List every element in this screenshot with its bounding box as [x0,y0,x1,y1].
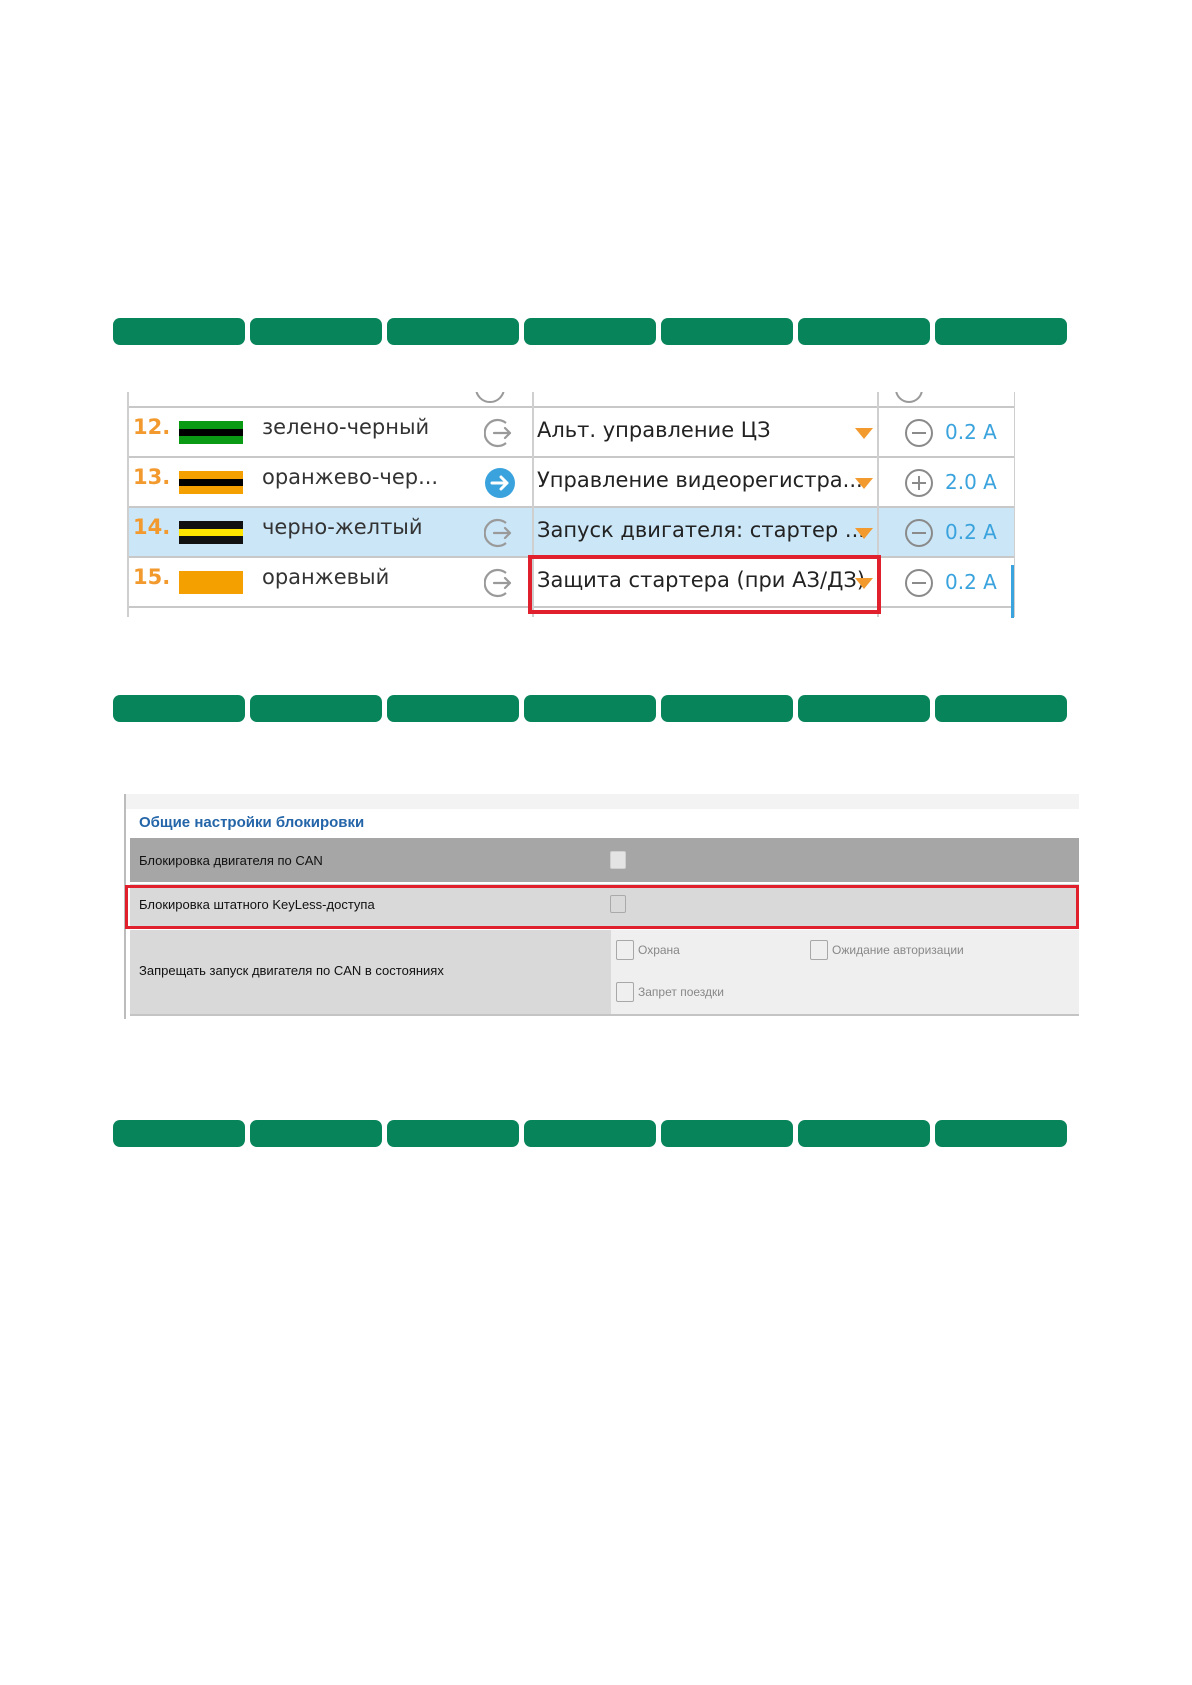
plus-circle-icon[interactable] [904,468,934,498]
setting-label: Блокировка штатного KeyLess-доступа [139,897,375,912]
function-select[interactable]: Защита стартера (при АЗ/ДЗ) [537,568,866,592]
auth-wait-label: Ожидание авторизации [832,943,964,957]
row-number: 12. [133,415,171,439]
wire-color-swatch [179,421,243,444]
function-select[interactable]: Управление видеорегистра... [537,468,863,492]
table-row[interactable] [127,458,1015,506]
separator-bar-3 [113,1120,1067,1147]
arrow-right-outline-icon[interactable] [484,567,516,599]
row-number: 14. [133,515,171,539]
current-value: 0.2 A [945,570,997,594]
settings-title: Общие настройки блокировки [139,814,365,831]
wire-name: оранжево-чер... [262,465,439,489]
current-value: 0.2 A [945,520,997,544]
state-options [611,930,1079,1014]
dropdown-arrow-icon[interactable] [855,528,873,539]
setting-row-forbid-start [130,930,1079,1014]
wire-color-swatch [179,521,243,544]
highlight-starter-protection [528,555,881,614]
minus-circle-icon [894,392,924,404]
trip-ban-checkbox[interactable] [616,982,634,1002]
minus-circle-icon[interactable] [904,518,934,548]
trip-ban-label: Запрет поездки [638,985,724,999]
wire-name: оранжевый [262,565,390,589]
arrow-right-outline-icon[interactable] [484,417,516,449]
guard-checkbox[interactable] [616,940,634,960]
function-select[interactable]: Альт. управление ЦЗ [537,418,771,442]
arrow-right-filled-icon[interactable] [484,467,516,499]
dropdown-arrow-icon[interactable] [855,428,873,439]
wire-color-swatch [179,471,243,494]
minus-circle-icon[interactable] [904,568,934,598]
arrow-right-outline-icon[interactable] [484,517,516,549]
current-value: 2.0 A [945,470,997,494]
guard-label: Охрана [638,943,680,957]
arrow-right-outline-icon [474,392,506,404]
wire-name: черно-желтый [262,515,423,539]
setting-label: Запрещать запуск двигателя по CAN в состояниях [139,963,444,978]
wire-color-swatch [179,571,243,594]
table-row[interactable] [127,408,1015,456]
auth-wait-checkbox[interactable] [810,940,828,960]
can-block-checkbox[interactable] [610,851,626,869]
row-number: 13. [133,465,171,489]
separator-bar-2 [113,695,1067,722]
function-select[interactable]: Запуск двигателя: стартер ... [537,518,865,542]
highlight-keyless-block [125,885,1079,929]
minus-circle-icon[interactable] [904,418,934,448]
current-value: 0.2 A [945,420,997,444]
setting-row-can-block [130,838,1079,882]
separator-bar-1 [113,318,1067,345]
scrollbar-thumb[interactable] [1011,565,1014,618]
dropdown-arrow-icon[interactable] [855,478,873,489]
table-row[interactable] [127,508,1015,556]
row-number: 15. [133,565,171,589]
wire-name: зелено-черный [262,415,430,439]
setting-label: Блокировка двигателя по CAN [139,853,323,868]
